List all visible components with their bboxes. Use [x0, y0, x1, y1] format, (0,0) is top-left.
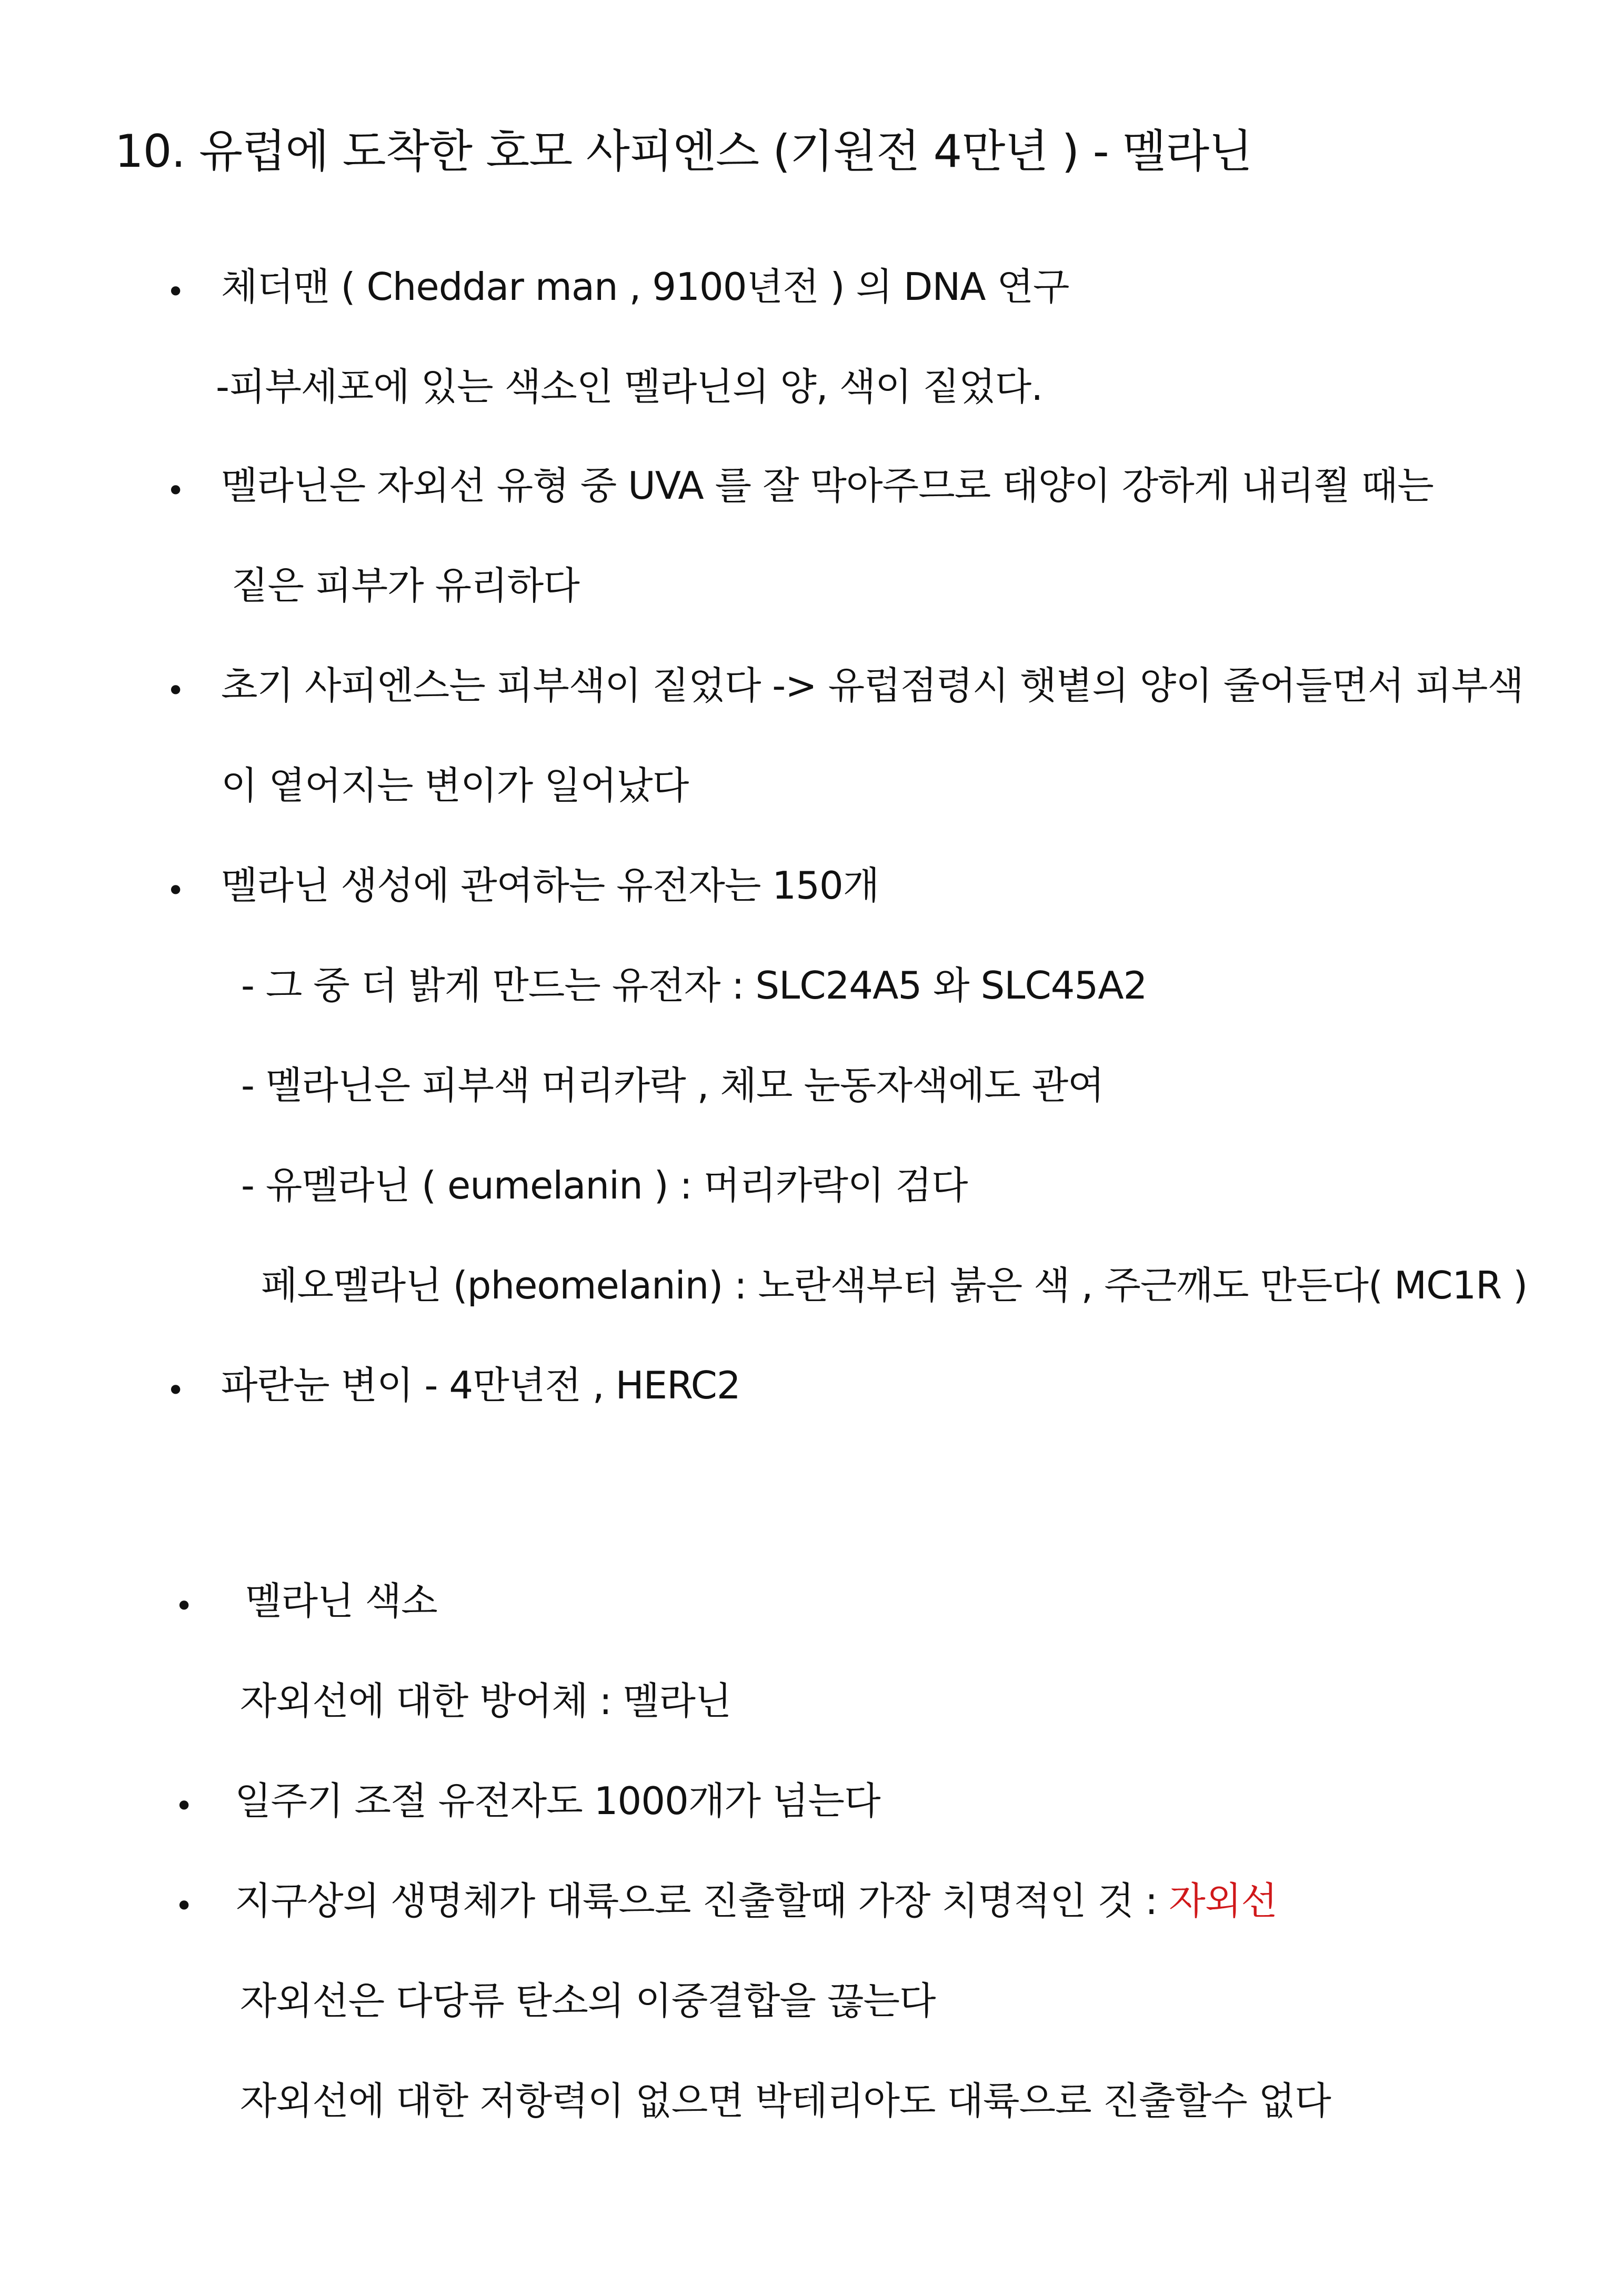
text-line-circadian-genes: 일주기 조절 유전자도 1000개가 넘는다 [235, 1779, 880, 1823]
text-line-uv-breaks-bonds: 자외선은 다당류 탄소의 이중결합을 끊는다 [240, 1979, 936, 2023]
text-line-blue-eyes: 파란눈 변이 - 4만년전 , HERC2 [221, 1363, 740, 1407]
text-line-land-colonization [235, 1878, 1277, 1924]
bullet-marker: • [175, 1788, 194, 1825]
text-line-uva: 멜라닌은 자외선 유형 중 UVA 를 잘 막아주므로 태양이 강하게 내리쬘 때는 [221, 464, 1433, 508]
text-line-melanin-hair-eyes: - 멜라닌은 피부색 머리카락 , 체모 눈동자색에도 관여 [241, 1063, 1104, 1107]
highlight-uv: 자외선 [1169, 1879, 1277, 1923]
bullet-marker: • [166, 274, 185, 310]
text-line-dark-skin-advantage: 짙은 피부가 유리하다 [232, 563, 579, 608]
text-line-uv-defense: 자외선에 대한 방어체 : 멜라닌 [240, 1679, 731, 1723]
bullet-marker: • [166, 1372, 185, 1409]
text-line-slc-genes: - 그 중 더 밝게 만드는 유전자 : SLC24A5 와 SLC45A2 [241, 963, 1147, 1008]
text-line-early-sapiens: 초기 사피엔스는 피부색이 짙었다 -> 유럽점령시 햇볕의 양이 줄어들면서 피부색 [221, 663, 1523, 708]
text-line-land-colonization-prefix: 지구상의 생명체가 대륙으로 진출할때 가장 치명적인 것 : [235, 1879, 1169, 1923]
bullet-marker: • [166, 472, 185, 509]
text-line-cheddar-man: 체더맨 ( Cheddar man , 9100년전 ) 의 DNA 연구 [221, 265, 1069, 309]
bullet-marker: • [175, 1588, 194, 1625]
bullet-marker: • [175, 1888, 194, 1925]
text-line-melanin-dark: -피부세포에 있는 색소인 멜라닌의 양, 색이 짙었다. [216, 365, 1043, 409]
bullet-marker: • [166, 872, 185, 909]
text-line-pheomelanin: 페오멜라닌 (pheomelanin) : 노란색부터 붉은 색 , 주근깨도 만든다( MC1R ) [261, 1263, 1528, 1307]
bullet-marker: • [166, 672, 185, 709]
text-line-eumelanin: - 유멜라닌 ( eumelanin ) : 머리카락이 검다 [241, 1163, 968, 1207]
page-title: 10. 유럽에 도착한 호모 사피엔스 (기원전 4만년 ) - 멜라닌 [115, 125, 1252, 178]
text-line-150-genes: 멜라닌 생성에 관여하는 유전자는 150개 [221, 863, 879, 908]
text-line-bacteria-resistance: 자외선에 대한 저항력이 없으면 박테리아도 대륙으로 진출할수 없다 [240, 2079, 1331, 2123]
text-line-mutation: 이 옅어지는 변이가 일어났다 [221, 763, 689, 808]
text-line-melanin-pigment: 멜라닌 색소 [245, 1579, 437, 1623]
